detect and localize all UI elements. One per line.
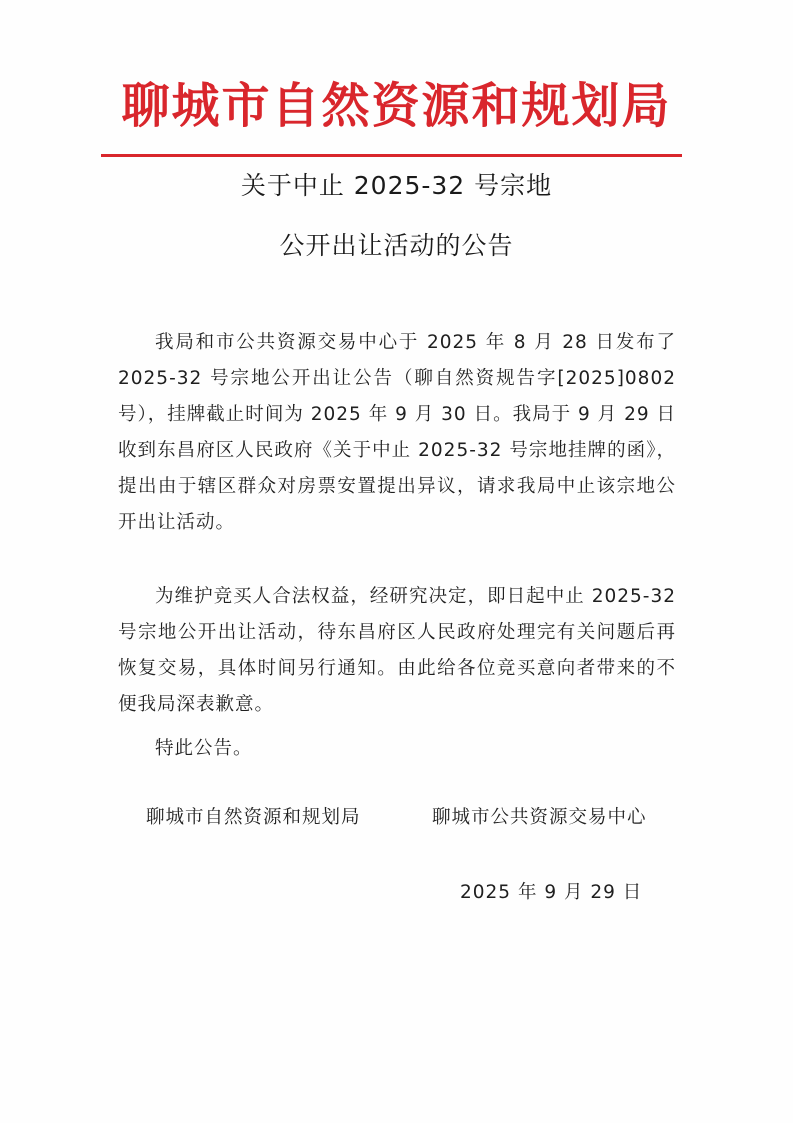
signatory-bureau: 聊城市自然资源和规划局 xyxy=(146,807,361,828)
issuing-org-header: 聊城市自然资源和规划局 xyxy=(121,78,672,134)
body-paragraph-2: 为维护竞买人合法权益，经研究决定，即日起中止 2025-32 号宗地公开出让活动，待东昌府区人民政府处理完有关问题后再恢复交易，具体时间另行通知。由此给各位竞买意向者带来的不便我局深表歉意。 xyxy=(118,586,676,715)
red-header-rule xyxy=(101,154,682,157)
issue-date: 2025 年 9 月 29 日 xyxy=(460,882,643,903)
notice-title-line-1: 关于中止 2025-32 号宗地 xyxy=(240,171,553,200)
closing-phrase: 特此公告。 xyxy=(155,738,253,759)
notice-title-line-2: 公开出让活动的公告 xyxy=(279,231,514,260)
signatory-trading-center: 聊城市公共资源交易中心 xyxy=(432,807,647,828)
body-paragraph-1: 我局和市公共资源交易中心于 2025 年 8 月 28 日发布了 2025-32 号宗地公开出让公告（聊自然资规告字[2025]0802 号），挂牌截止时间为 2025 年 9 月 30 日。我局于 9 月 29 日收到东昌府区人民政府《关于中止 2025-32 号宗地挂牌的函》，提出由于辖区群众对房票安置提出异议，请求我局中止该宗地公开出让活动。 xyxy=(118,332,676,533)
